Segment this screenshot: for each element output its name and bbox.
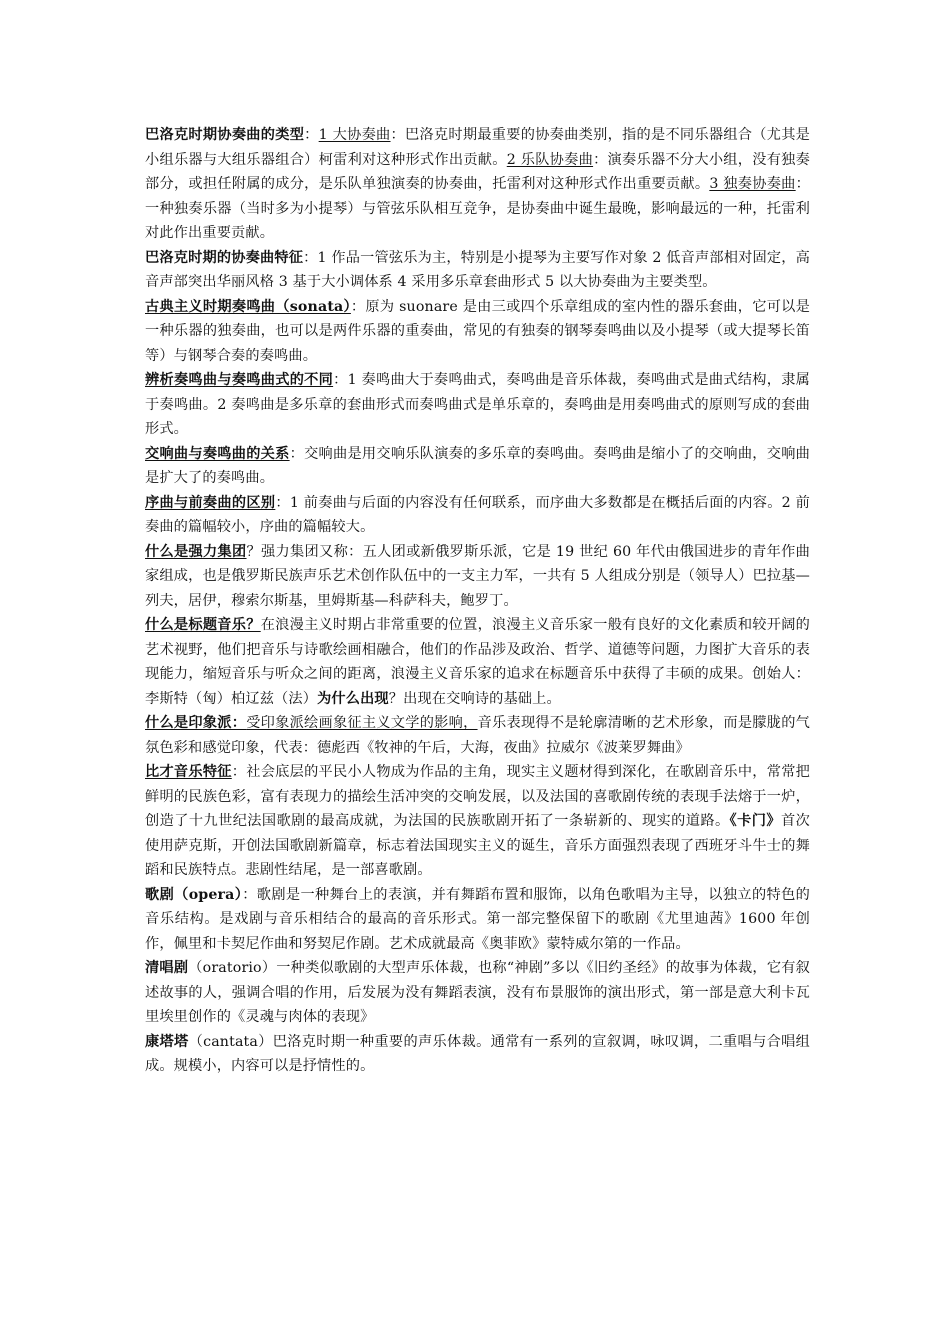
body-text: （cantata）巴洛克时期一种重要的声乐体裁。通常有一系列的宣叙调，咏叹调，二重唱与合唱组成。规模小，内容可以是抒情性的。 <box>145 1033 810 1074</box>
heading-separator: ： <box>275 494 290 511</box>
paragraph <box>145 442 810 491</box>
heading-separator: ： <box>231 764 247 780</box>
body-text: 原为 suonare 是由三或四个乐章组成的室内性的器乐套曲，它可以是一种乐器的独奏曲，也可以是两件乐器的重奏曲，常见的有独奏的钢琴奏鸣曲以及小提琴（或大提琴长笛等）与钢琴合奏的奏鸣曲。 <box>145 298 810 364</box>
paragraph-heading: 清唱剧 <box>145 960 189 976</box>
body-text: 社会底层的平民小人物成为作品的主角，现实主义题材得到深化，在歌剧音乐中，常常把鲜明的民族色彩，富有表现力的描绘生活冲突的交响发展，以及法国的喜歌剧传统的表现手法熔于一炉，创造了十九世纪法国歌剧的最高成就，为法国的民族歌剧开拓了一条崭新的、现实的道路。 <box>145 764 811 829</box>
paragraph-heading: 比才音乐特征 <box>145 764 232 780</box>
paragraph-heading: 辨析奏鸣曲与奏鸣曲式的不同 <box>145 372 334 388</box>
paragraph-heading: 交响曲与奏鸣曲的关系 <box>145 445 290 462</box>
heading-separator: ？ <box>246 543 262 560</box>
heading-separator: ： <box>350 298 366 315</box>
underlined-term: 3 独奏协奏曲 <box>709 176 796 192</box>
underlined-term: 受印象派绘画象征主义文学的影响， <box>246 715 478 731</box>
paragraph <box>145 246 810 295</box>
paragraph-heading: 什么是标题音乐？ <box>145 617 261 633</box>
paragraph <box>145 491 810 540</box>
bold-text: 《卡门》 <box>729 813 782 829</box>
paragraph <box>145 295 810 369</box>
paragraph <box>145 760 810 883</box>
paragraph-heading: 什么是强力集团 <box>145 543 247 560</box>
paragraph-heading: 康塔塔 <box>145 1033 189 1050</box>
body-text: （oratorio）一种类似歌剧的大型声乐体裁，也称“神剧”多以《旧约圣经》的故事为体裁，它有叙述故事的人，强调合唱的作用，后发展为没有舞蹈表演，没有布景服饰的演出形式，第一部是意大利卡瓦里埃里创作的《灵魂与肉体的表现》 <box>145 960 810 1025</box>
paragraph <box>145 368 810 442</box>
heading-separator: ： <box>304 127 319 143</box>
paragraph <box>145 956 810 1030</box>
paragraph-heading: 序曲与前奏曲的区别 <box>145 494 276 511</box>
heading-separator: ： <box>333 372 348 388</box>
paragraph-heading: 巴洛克时期协奏曲的类型 <box>145 127 305 143</box>
body-text: ：演奏乐器不分大小组，没有独奏部分，或担任附属的成分，是乐队单独演奏的协奏曲，托雷利对这种形式作出重要贡献。 <box>145 151 810 192</box>
document-page <box>145 123 810 1079</box>
body-text: 在浪漫主义时期占非常重要的位置，浪漫主义音乐家一般有良好的文化素质和较开阔的艺术视野，他们把音乐与诗歌绘画相融合，他们的作品涉及政治、哲学、道德等问题，力图扩大音乐的表现能力，缩短音乐与听众之间的距离，浪漫主义音乐家的追求在标题音乐中获得了丰硕的成果。创始人：李斯特（匈）柏辽兹（法） <box>145 617 811 707</box>
body-text: ：一种独奏乐器（当时多为小提琴）与管弦乐队相互竞争，是协奏曲中诞生最晚，影响最远的一种，托雷利对此作出重要贡献。 <box>145 176 810 241</box>
heading-separator: ： <box>242 886 257 903</box>
body-text: 1 奏鸣曲大于奏鸣曲式，奏鸣曲是音乐体裁，奏鸣曲式是曲式结构，隶属于奏鸣曲。2 奏鸣曲是多乐章的套曲形式而奏鸣曲式是单乐章的，奏鸣曲是用奏鸣曲式的原则写成的套曲形式。 <box>145 372 810 437</box>
paragraph <box>145 613 810 711</box>
body-text: 首次使用萨克斯，开创法国歌剧新篇章，标志着法国现实主义的诞生，音乐方面强烈表现了西班牙斗牛士的舞蹈和民族特点。悲剧性结尾，是一部喜歌剧。 <box>145 813 810 878</box>
paragraph <box>145 123 810 246</box>
underlined-term: 1 大协奏曲 <box>318 127 391 143</box>
underlined-term: 2 乐队协奏曲 <box>506 151 594 168</box>
paragraph <box>145 711 810 760</box>
paragraph <box>145 883 810 957</box>
heading-separator: ： <box>303 249 318 266</box>
paragraph-heading: 古典主义时期奏鸣曲（sonata） <box>145 298 351 315</box>
heading-separator: ： <box>289 445 305 462</box>
body-text: 1 作品一管弦乐为主，特别是小提琴为主要写作对象 2 低音声部相对固定，高音声部突出华丽风格 3 基于大小调体系 4 采用多乐章套曲形式 5 以大协奏曲为主要类型。 <box>145 249 811 290</box>
bold-text: 为什么出现 <box>317 690 389 707</box>
body-text: 歌剧是一种舞台上的表演，并有舞蹈布置和服饰，以角色歌唱为主导，以独立的特色的音乐结构。是戏剧与音乐相结合的最高的音乐形式。第一部完整保留下的歌剧《尤里迪茜》1600 年创作，佩里和卡契尼作曲和努契尼作剧。艺术成就最高《奥菲欧》蒙特威尔第的一作品。 <box>145 886 811 952</box>
paragraph-heading: 巴洛克时期的协奏曲特征 <box>145 249 304 266</box>
body-text: ？出现在交响诗的基础上。 <box>388 690 561 707</box>
paragraph <box>145 1030 810 1079</box>
body-text: 1 前奏曲与后面的内容没有任何联系，而序曲大多数都是在概括后面的内容。2 前奏曲的篇幅较小，序曲的篇幅较大。 <box>145 494 810 535</box>
body-text: 交响曲是用交响乐队演奏的多乐章的奏鸣曲。奏鸣曲是缩小了的交响曲，交响曲是扩大了的奏鸣曲。 <box>145 445 810 486</box>
paragraph-heading: 什么是印象派： <box>145 715 247 731</box>
paragraph-heading: 歌剧（opera） <box>145 886 243 903</box>
body-text: ：巴洛克时期最重要的协奏曲类别，指的是不同乐器组合（尤其是小组乐器与大组乐器组合）柯雷利对这种形式作出贡献。 <box>145 127 811 168</box>
body-text: 强力集团又称：五人团或新俄罗斯乐派，它是 19 世纪 60 年代由俄国进步的青年作曲家组成，也是俄罗斯民族声乐艺术创作队伍中的一支主力军，一共有 5 人组成分别是（领导人）巴拉基—列夫，居伊，穆索尔斯基，里姆斯基—科萨科夫，鲍罗丁。 <box>145 543 810 609</box>
body-text: 音乐表现得不是轮廓清晰的艺术形象，而是朦胧的气氛色彩和感觉印象，代表：德彪西《牧神的午后，大海，夜曲》拉威尔《波莱罗舞曲》 <box>145 715 810 756</box>
paragraph <box>145 540 810 614</box>
